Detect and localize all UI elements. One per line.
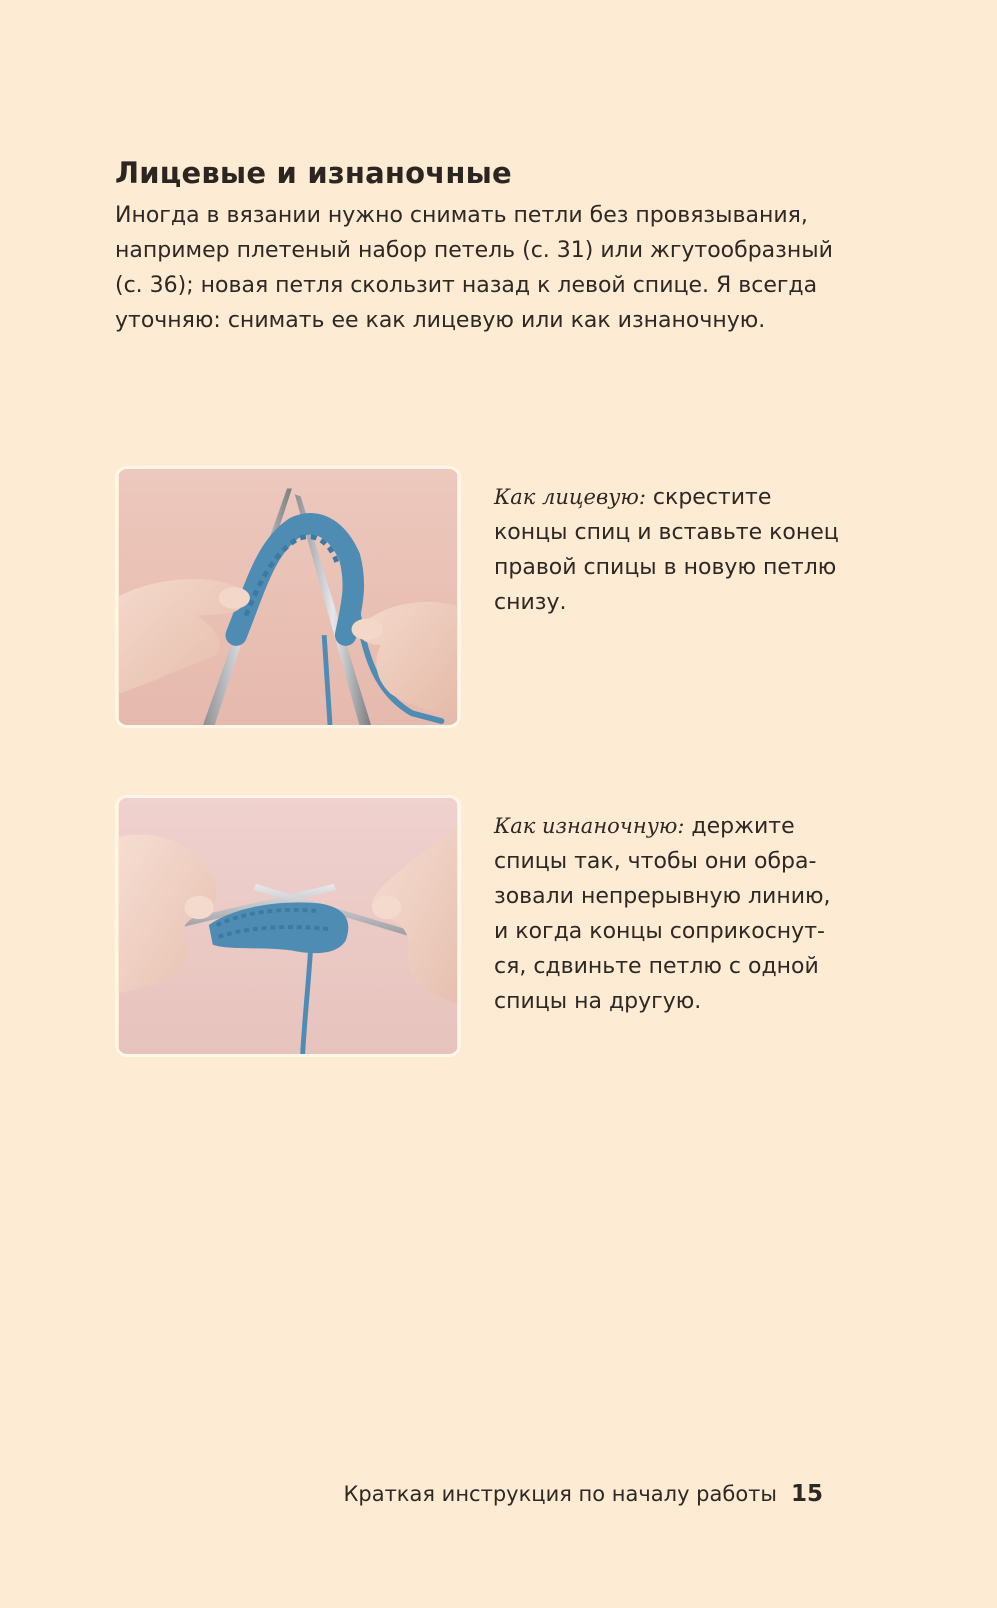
purlwise-description (494, 809, 844, 1019)
section-title: Лицевые и изнаночные (115, 156, 512, 190)
purlwise-photo (115, 795, 461, 1057)
knitting-purlwise-illustration (118, 798, 458, 1054)
purlwise-lead: Как изнаночную: (494, 814, 685, 838)
knitwise-lead: Как лицевую: (494, 485, 646, 509)
knitwise-text: скрестите концы спиц и вставьте конец правой спицы в новую петлю снизу. (494, 485, 839, 615)
knitting-knitwise-illustration (118, 469, 458, 725)
intro-paragraph: Иногда в вязании нужно снимать петли без провязывания, например плетеный набор петель (с. 31) или жгутообразный (с. 36); новая петля скользит назад к левой спице. Я всегда уточняю: снимать ее как лицевую или как изнаночную. (115, 203, 833, 333)
knitwise-description (494, 480, 844, 620)
page-footer (343, 1481, 823, 1507)
chapter-title: Краткая инструкция по началу работы (343, 1482, 777, 1506)
knitwise-photo (115, 466, 461, 728)
purlwise-text: держите спицы так, чтобы они обра-зовали непрерывную линию, и когда концы соприкоснут-ся, сдвиньте петлю с одной спицы на другую. (494, 814, 831, 1014)
page-number: 15 (790, 1481, 823, 1507)
